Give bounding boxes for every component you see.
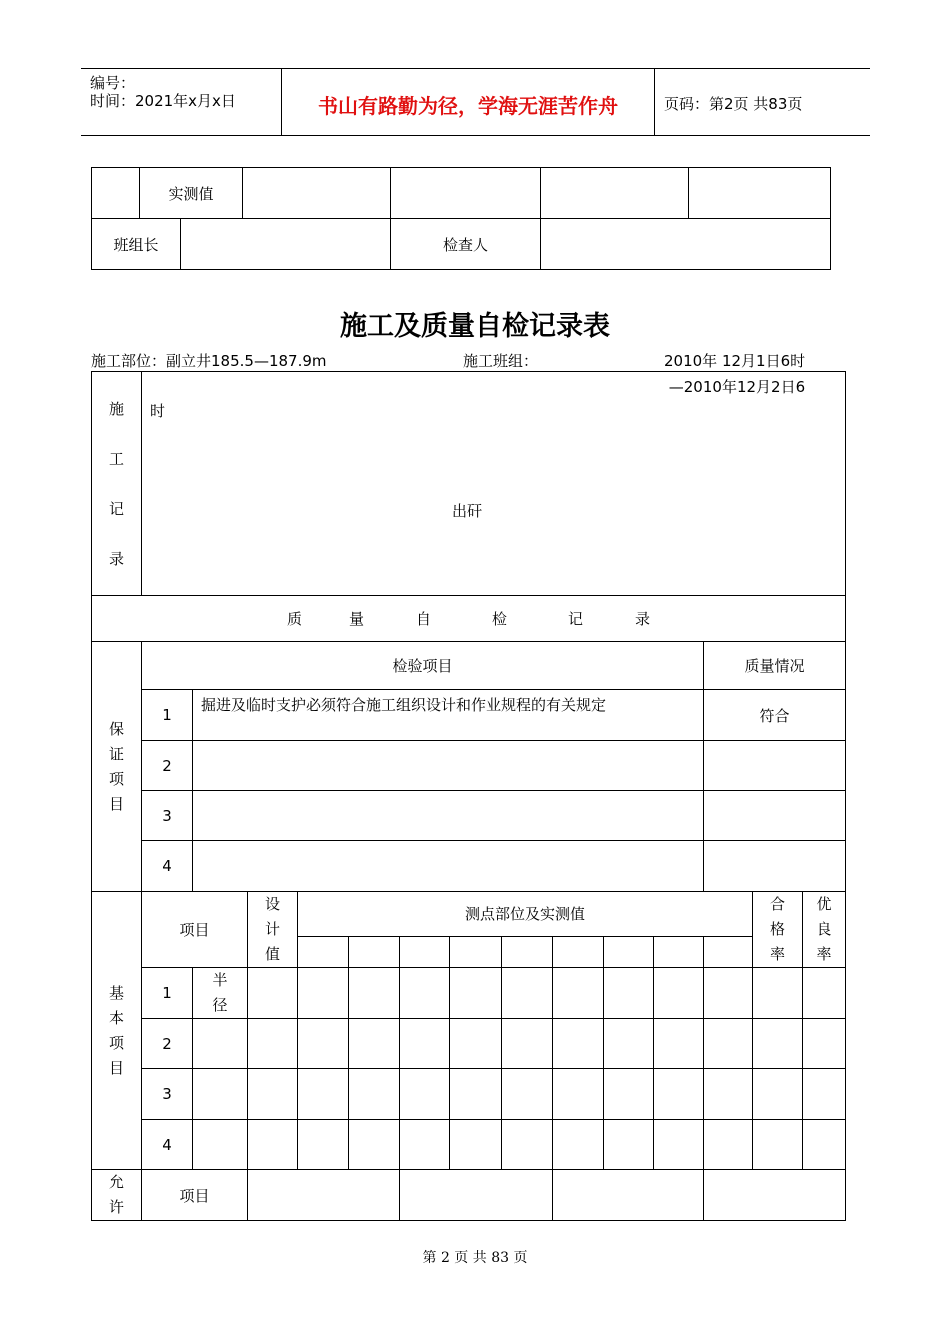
table-row — [92, 1069, 846, 1120]
row-number: 2 — [142, 1019, 193, 1069]
measured-value-cell — [391, 168, 541, 219]
col-pass-rate — [753, 892, 803, 968]
label-char: 工 — [108, 449, 124, 468]
quality-status-value — [704, 791, 846, 841]
allowed-cell — [400, 1170, 553, 1221]
construction-record-content — [142, 372, 846, 596]
allowed-cell — [553, 1170, 704, 1221]
date-start: 2010年 12月1日6时 — [664, 352, 806, 370]
inspection-item-text — [193, 791, 704, 841]
allowed-col-item: 项目 — [142, 1170, 248, 1221]
header-char: 值 — [264, 945, 280, 963]
page-title: 施工及质量自检记录表 — [340, 311, 610, 342]
measure-point-header — [349, 936, 400, 967]
quality-status-value: 符合 — [704, 690, 846, 741]
header-char: 记 — [568, 610, 584, 628]
measure-point-header — [450, 936, 502, 967]
row-number: 1 — [142, 690, 193, 741]
label-char: 保 — [108, 719, 124, 738]
item-char: 半 — [212, 971, 228, 989]
label-char: 目 — [108, 1058, 124, 1077]
label-char: 许 — [108, 1198, 124, 1216]
col-design-value — [248, 892, 298, 968]
measure-point-header — [654, 936, 704, 967]
quality-status-value — [704, 841, 846, 892]
row-number: 3 — [142, 1069, 193, 1120]
allowed-items-label — [92, 1170, 142, 1221]
date-end: —2010年12月2日6 — [668, 378, 806, 396]
leader-value — [181, 219, 391, 270]
guarantee-items-label — [92, 642, 142, 892]
label-char: 基 — [108, 983, 124, 1002]
quality-status-value — [704, 741, 846, 791]
header-char: 自 — [416, 610, 432, 628]
measure-point-header — [400, 936, 450, 967]
row-number: 4 — [142, 841, 193, 892]
header-page-info: 页码：第2页 共83页 — [664, 95, 803, 113]
item-name — [193, 1069, 248, 1120]
row-number: 1 — [142, 968, 193, 1019]
measure-point-header — [553, 936, 604, 967]
header-time: 时间：2021年x月x日 — [90, 92, 236, 110]
label-char: 施 — [108, 399, 124, 418]
label-char: 允 — [108, 1173, 124, 1191]
header-divider — [654, 68, 655, 136]
leader-label: 班组长 — [92, 219, 181, 270]
header-char: 检 — [492, 610, 508, 628]
top-table — [91, 167, 831, 270]
construction-content: 出矸 — [452, 502, 483, 520]
inspector-value — [541, 219, 831, 270]
item-char: 径 — [212, 996, 228, 1014]
page-footer: 第 2 页 共 83 页 — [422, 1250, 528, 1266]
item-name — [193, 1120, 248, 1170]
measure-point-header — [604, 936, 654, 967]
col-excellent-rate — [803, 892, 846, 968]
header-char: 质 — [287, 610, 303, 628]
allowed-cell — [248, 1170, 400, 1221]
label-char: 录 — [108, 549, 124, 568]
inspection-item-text — [193, 841, 704, 892]
inspection-item-text — [193, 741, 704, 791]
header-char: 良 — [816, 920, 832, 938]
measure-point-header — [298, 936, 349, 967]
col-quality-status: 质量情况 — [704, 642, 846, 690]
header-char: 率 — [769, 945, 785, 963]
quality-record-header — [92, 596, 846, 642]
measured-value-cell — [243, 168, 391, 219]
header-char: 率 — [816, 945, 832, 963]
header-motto: 书山有路勤为径，学海无涯苦作舟 — [318, 94, 618, 118]
header-char: 合 — [769, 895, 785, 913]
measured-label: 实测值 — [140, 168, 243, 219]
label-char: 记 — [108, 499, 124, 518]
label-char: 项 — [108, 1033, 124, 1052]
construction-team: 施工班组： — [463, 352, 539, 370]
item-name — [193, 968, 248, 1019]
measure-point-header — [704, 936, 753, 967]
header-number: 编号： — [90, 74, 136, 92]
measured-value-cell — [689, 168, 831, 219]
header-bottom-rule — [81, 135, 870, 136]
header-char: 优 — [816, 895, 832, 913]
header-char: 计 — [264, 920, 280, 938]
label-char: 项 — [108, 769, 124, 788]
inspection-item-text: 掘进及临时支护必须符合施工组织设计和作业规程的有关规定 — [193, 690, 704, 741]
row-number: 4 — [142, 1120, 193, 1170]
label-char: 证 — [108, 744, 124, 763]
main-table — [91, 371, 846, 1221]
label-char: 目 — [108, 794, 124, 813]
basic-items-label — [92, 892, 142, 1170]
item-name — [193, 1019, 248, 1069]
col-inspection-item: 检验项目 — [142, 642, 704, 690]
top-empty-cell — [92, 168, 140, 219]
header-char: 格 — [769, 920, 785, 938]
header-top-rule — [81, 68, 870, 69]
construction-record-label — [92, 372, 142, 596]
header-char: 量 — [349, 610, 365, 628]
label-char: 本 — [108, 1008, 124, 1027]
header-char: 设 — [264, 895, 280, 913]
row-number: 3 — [142, 791, 193, 841]
row-number: 2 — [142, 741, 193, 791]
table-row — [92, 968, 846, 1019]
header-char: 录 — [635, 610, 651, 628]
table-row — [92, 1120, 846, 1170]
col-measure-points: 测点部位及实测值 — [298, 892, 753, 937]
construction-location: 施工部位：副立井185.5—187.9m — [91, 352, 327, 370]
measured-value-cell — [541, 168, 689, 219]
table-row — [92, 1019, 846, 1069]
allowed-cell — [704, 1170, 846, 1221]
measure-point-header — [502, 936, 553, 967]
col-item: 项目 — [142, 892, 248, 968]
time-char: 时 — [150, 402, 166, 420]
inspector-label: 检查人 — [391, 219, 541, 270]
